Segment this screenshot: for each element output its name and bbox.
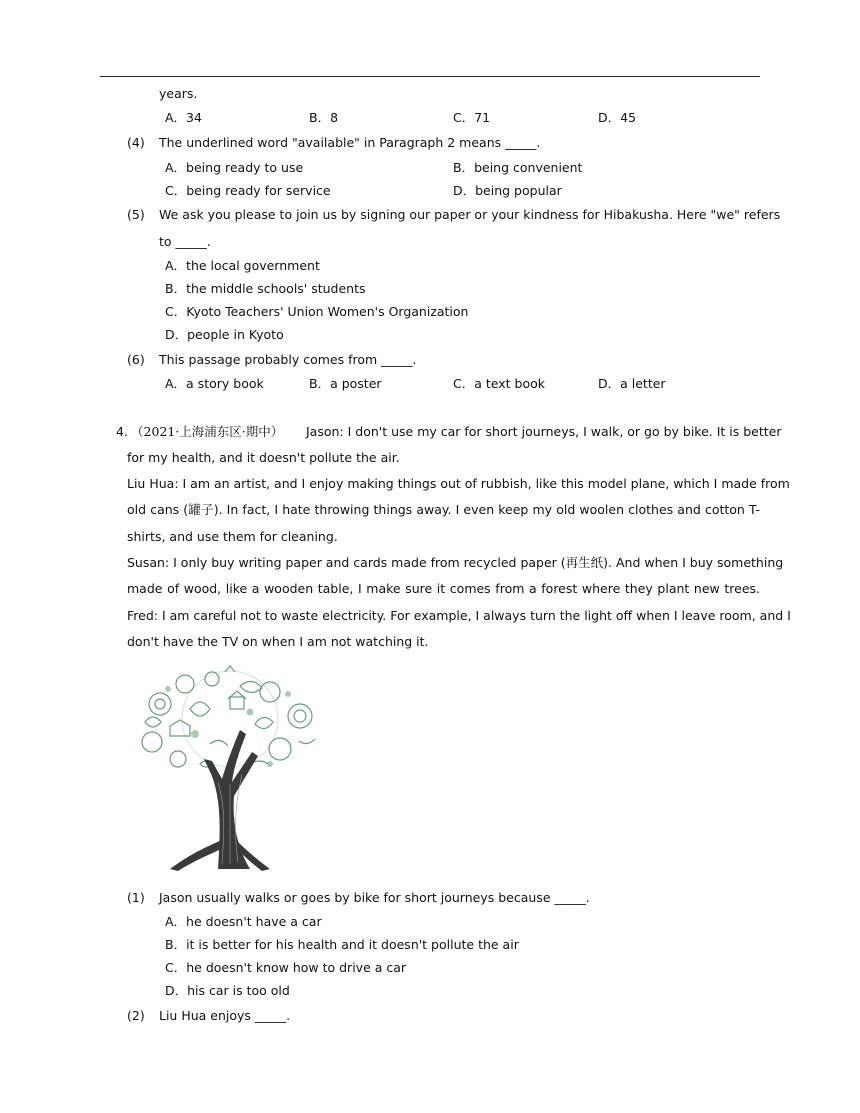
question-number: (6) [127,352,145,367]
header-rule [100,76,760,77]
passage-line: don't have the TV on when I am not watching it. [127,634,429,649]
option-b[interactable]: B．being convenient [453,160,583,175]
passage-text: Susan: I only buy writing paper and cards made from recycled paper ( [127,555,566,570]
question-stem: Jason usually walks or goes by bike for short journeys because _____. [159,890,590,905]
passage-number: 4. [116,424,128,439]
prev-question-line: years. [159,86,198,101]
passage-line: Jason: I don't use my car for short journeys, I walk, or go by bike. It is better [306,424,782,439]
passage-line: Fred: I am careful not to waste electricity. For example, I always turn the light off when I leave room, and I [127,608,791,623]
question-stem-continued: to _____. [159,234,211,249]
option-b[interactable]: B．8 [309,110,339,125]
option-d[interactable]: D．being popular [453,183,562,198]
question-stem: The underlined word "available" in Paragraph 2 means _____. [159,135,541,150]
passage-line: made of wood, like a wooden table, I make sure it comes from a forest where they plant new trees. [127,581,760,596]
option-a[interactable]: A．34 [165,110,202,125]
option-a[interactable]: A．he doesn't have a car [165,914,322,929]
question-stem: We ask you please to join us by signing our paper or your kindness for Hibakusha. Here "we" refers [159,207,781,222]
passage-line [127,555,784,571]
option-d[interactable]: D．people in Kyoto [165,327,284,342]
option-b[interactable]: B．it is better for his health and it doesn't pollute the air [165,937,519,952]
chinese-gloss: 再生纸 [565,555,604,570]
option-c[interactable]: C．he doesn't know how to drive a car [165,960,407,975]
option-c[interactable]: C．being ready for service [165,183,331,198]
passage-line: Liu Hua: I am an artist, and I enjoy making things out of rubbish, like this model plane, which I made from [127,476,790,491]
passage-text: old cans ( [127,502,189,517]
chinese-gloss: 罐子 [188,502,214,517]
passage-line: shirts, and use them for cleaning. [127,529,338,544]
option-c[interactable]: C．Kyoto Teachers' Union Women's Organization [165,304,469,319]
option-a[interactable]: A．being ready to use [165,160,304,175]
passage-source: （2021·上海浦东区·期中） [131,424,284,439]
question-number: (5) [127,207,145,222]
option-d[interactable]: D．45 [598,110,637,125]
question-number: (4) [127,135,145,150]
option-a[interactable]: A．a story book [165,376,264,391]
option-c[interactable]: C．71 [453,110,491,125]
passage-line [127,502,760,518]
eco-tree-illustration-icon [130,664,330,874]
question-number: (1) [127,890,145,905]
passage-line: for my health, and it doesn't pollute the air. [127,450,400,465]
option-a[interactable]: A．the local government [165,258,320,273]
question-number: (2) [127,1008,145,1023]
question-stem: Liu Hua enjoys _____. [159,1008,291,1023]
option-d[interactable]: D．a letter [598,376,666,391]
option-b[interactable]: B．a poster [309,376,382,391]
question-stem: This passage probably comes from _____. [159,352,417,367]
option-b[interactable]: B．the middle schools' students [165,281,366,296]
option-c[interactable]: C．a text book [453,376,545,391]
passage-text: ). In fact, I hate throwing things away. I even keep my old woolen clothes and cotton T- [213,502,760,517]
option-d[interactable]: D．his car is too old [165,983,290,998]
passage-text: ). And when I buy something [603,555,784,570]
